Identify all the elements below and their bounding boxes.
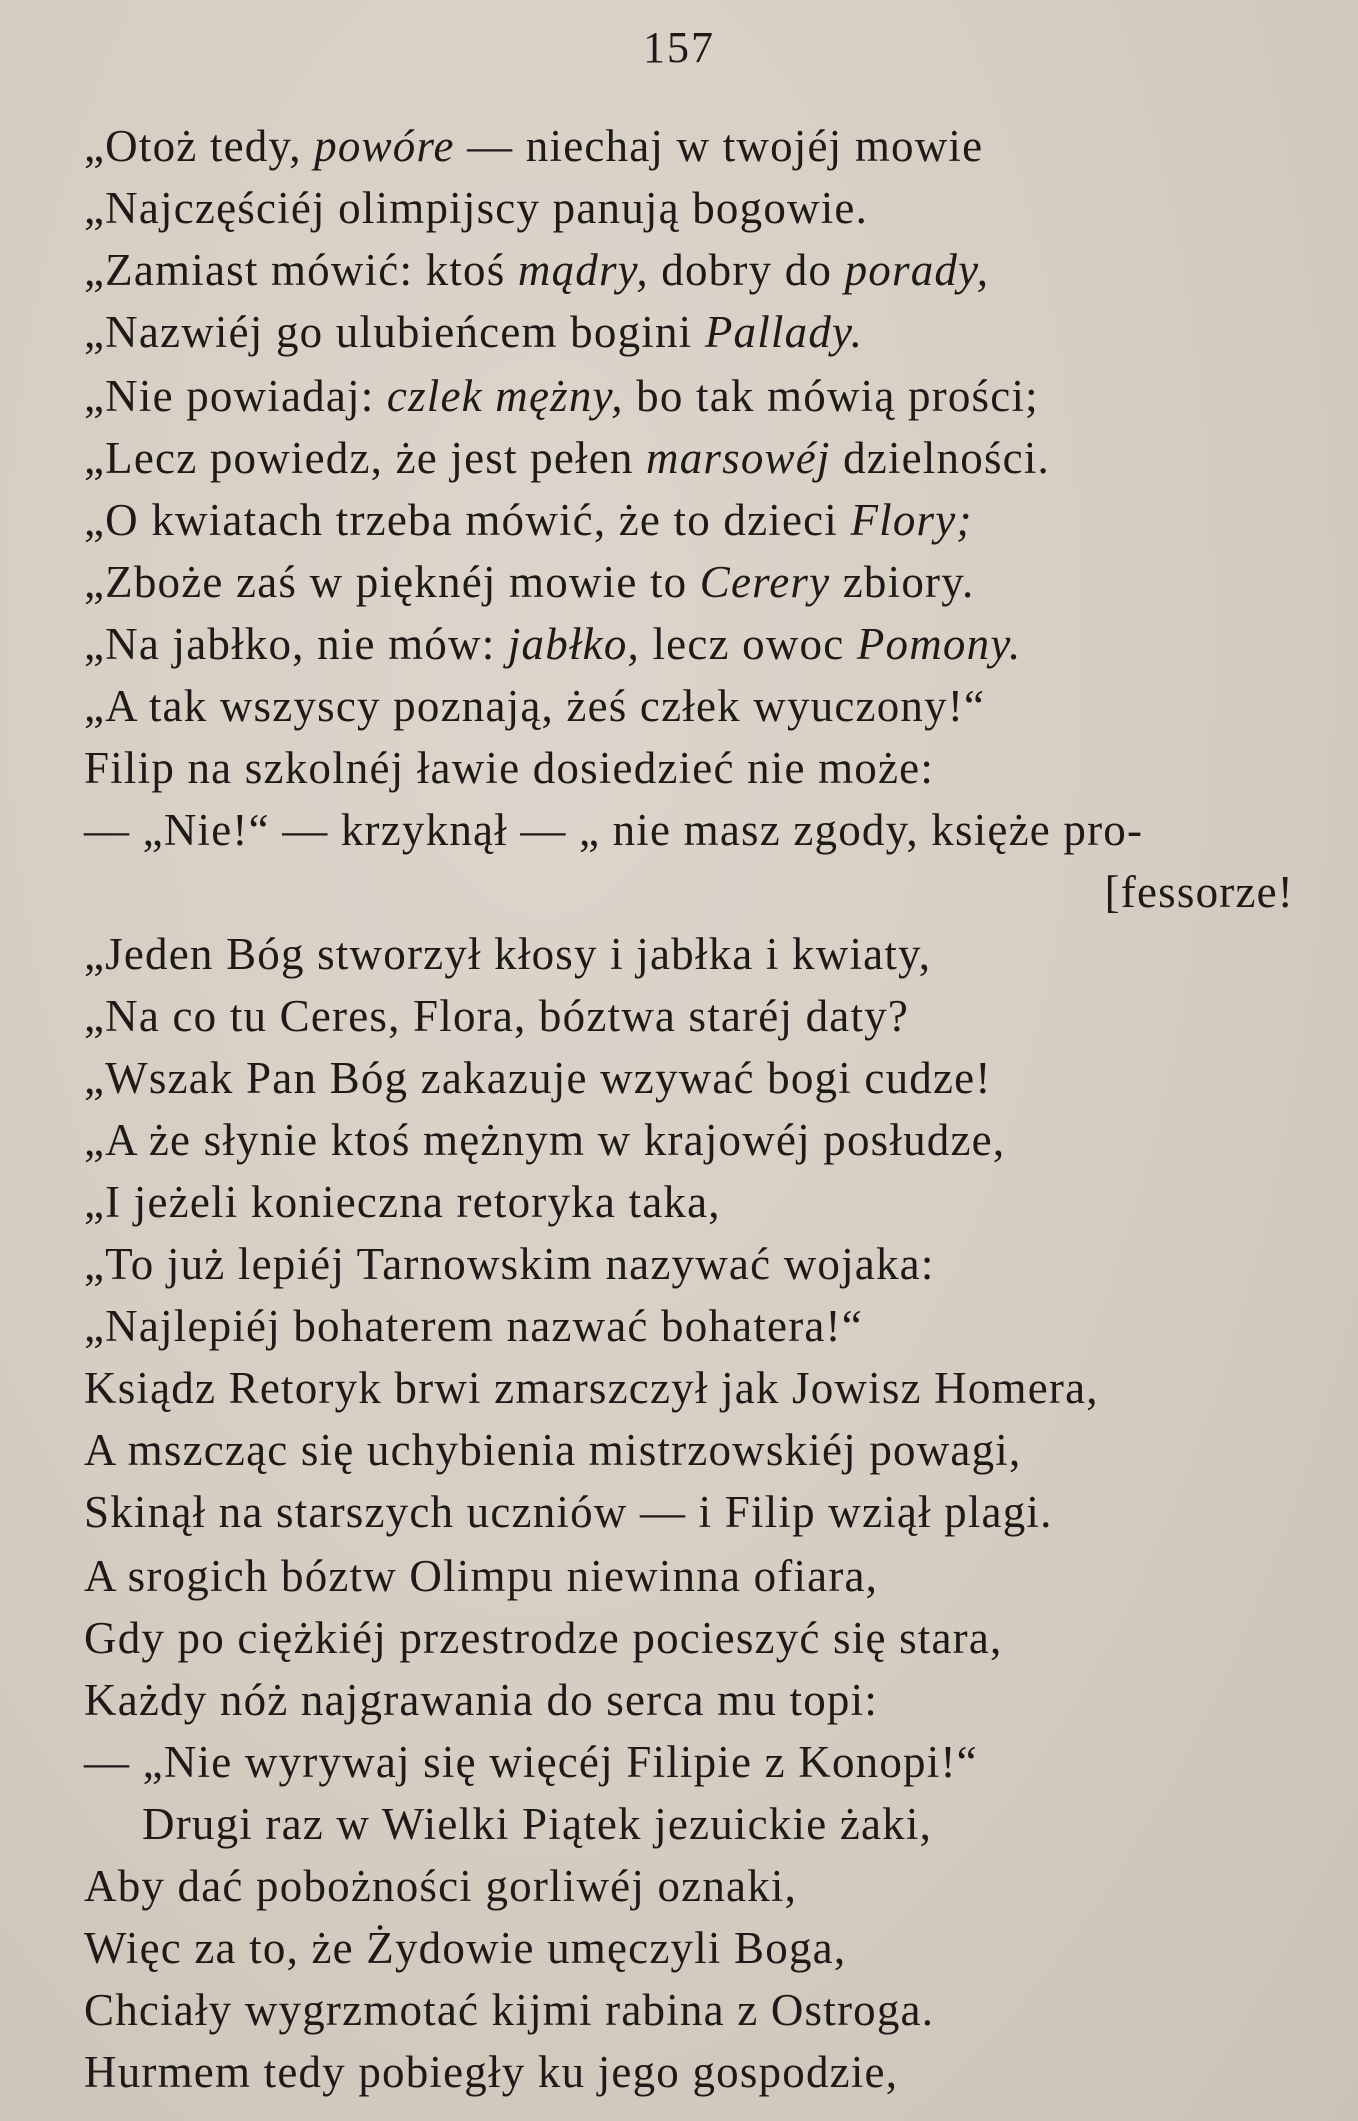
verse-line: „Na co tu Ceres, Flora, bóztwa staréj daty? bbox=[84, 991, 910, 1041]
verse-line: — „Nie!“ — krzyknął — „ nie masz zgody, księże pro- bbox=[84, 805, 1144, 855]
italic-term: Pomony. bbox=[856, 619, 1022, 669]
verse-line: „A że słynie ktoś mężnym w krajowéj posłudze, bbox=[84, 1115, 1006, 1165]
verse-line: „Najlepiéj bohaterem nazwać bohatera!“ bbox=[84, 1301, 863, 1351]
verse-line: „Zboże zaś w pięknéj mowie to Cerery zbiory. bbox=[84, 557, 975, 607]
verse-line: Filip na szkolnéj ławie dosiedzieć nie może: bbox=[84, 743, 935, 793]
verse-line: Ksiądz Retoryk brwi zmarszczył jak Jowisz Homera, bbox=[84, 1363, 1099, 1413]
verse-line: „Otoż tedy, powóre — niechaj w twojéj mowie bbox=[84, 121, 984, 171]
italic-term: czlek mężny, bbox=[386, 371, 624, 421]
verse-line: Skinął na starszych uczniów — i Filip wziął plagi. bbox=[84, 1487, 1053, 1537]
verse-line: „To już lepiéj Tarnowskim nazywać wojaka: bbox=[84, 1239, 935, 1289]
italic-term: mądry, bbox=[517, 245, 649, 295]
verse-line: A mszcząc się uchybienia mistrzowskiéj powagi, bbox=[84, 1425, 1022, 1475]
verse-line: — „Nie wyrywaj się więcéj Filipie z Konopi!“ bbox=[84, 1737, 978, 1787]
verse-line: „Nie powiadaj: czlek mężny, bo tak mówią prości; bbox=[84, 371, 1039, 421]
verse-line-continuation: [fessorze! bbox=[1104, 867, 1294, 917]
verse-line: „I jeżeli konieczna retoryka taka, bbox=[84, 1177, 721, 1227]
verse-line: „Najczęściéj olimpijscy panują bogowie. bbox=[84, 183, 869, 233]
verse-line: Aby dać pobożności gorliwéj oznaki, bbox=[84, 1861, 798, 1911]
verse-line: Drugi raz w Wielki Piątek jezuickie żaki, bbox=[142, 1799, 933, 1849]
verse-line: Więc za to, że Żydowie umęczyli Boga, bbox=[84, 1923, 847, 1973]
verse-line: „Zamiast mówić: ktoś mądry, dobry do porady, bbox=[84, 245, 990, 295]
verse-line: „Na jabłko, nie mów: jabłko, lecz owoc Pomony. bbox=[84, 619, 1022, 669]
verse-line: „Lecz powiedz, że jest pełen marsowéj dzielności. bbox=[84, 433, 1050, 483]
verse-line: „Wszak Pan Bóg zakazuje wzywać bogi cudze! bbox=[84, 1053, 992, 1103]
italic-term: Pallady. bbox=[704, 307, 864, 357]
italic-term: Cerery bbox=[699, 557, 831, 607]
verse-line: Hurmem tedy pobiegły ku jego gospodzie, bbox=[84, 2047, 899, 2097]
verse-line: Każdy nóż najgrawania do serca mu topi: bbox=[84, 1675, 879, 1725]
page-number: 157 bbox=[643, 23, 715, 72]
verse-line: „O kwiatach trzeba mówić, że to dzieci Flory; bbox=[84, 495, 973, 545]
verse-line: „A tak wszyscy poznają, żeś człek wyuczony!“ bbox=[84, 681, 986, 731]
verse-line: Gdy po ciężkiéj przestrodze pocieszyć się stara, bbox=[84, 1613, 1003, 1663]
verse-line: „Jeden Bóg stworzył kłosy i jabłka i kwiaty, bbox=[84, 929, 932, 979]
italic-term: Flory; bbox=[850, 495, 973, 545]
italic-term: marsowéj bbox=[646, 433, 831, 483]
italic-term: powóre bbox=[314, 121, 455, 171]
italic-term: porady, bbox=[844, 245, 990, 295]
verse-line: Chciały wygrzmotać kijmi rabina z Ostroga. bbox=[84, 1985, 935, 2035]
italic-term: jabłko, bbox=[507, 619, 640, 669]
verse-line: „Nazwiéj go ulubieńcem bogini Pallady. bbox=[84, 307, 864, 357]
verse-line: A srogich bóztw Olimpu niewinna ofiara, bbox=[84, 1551, 879, 1601]
